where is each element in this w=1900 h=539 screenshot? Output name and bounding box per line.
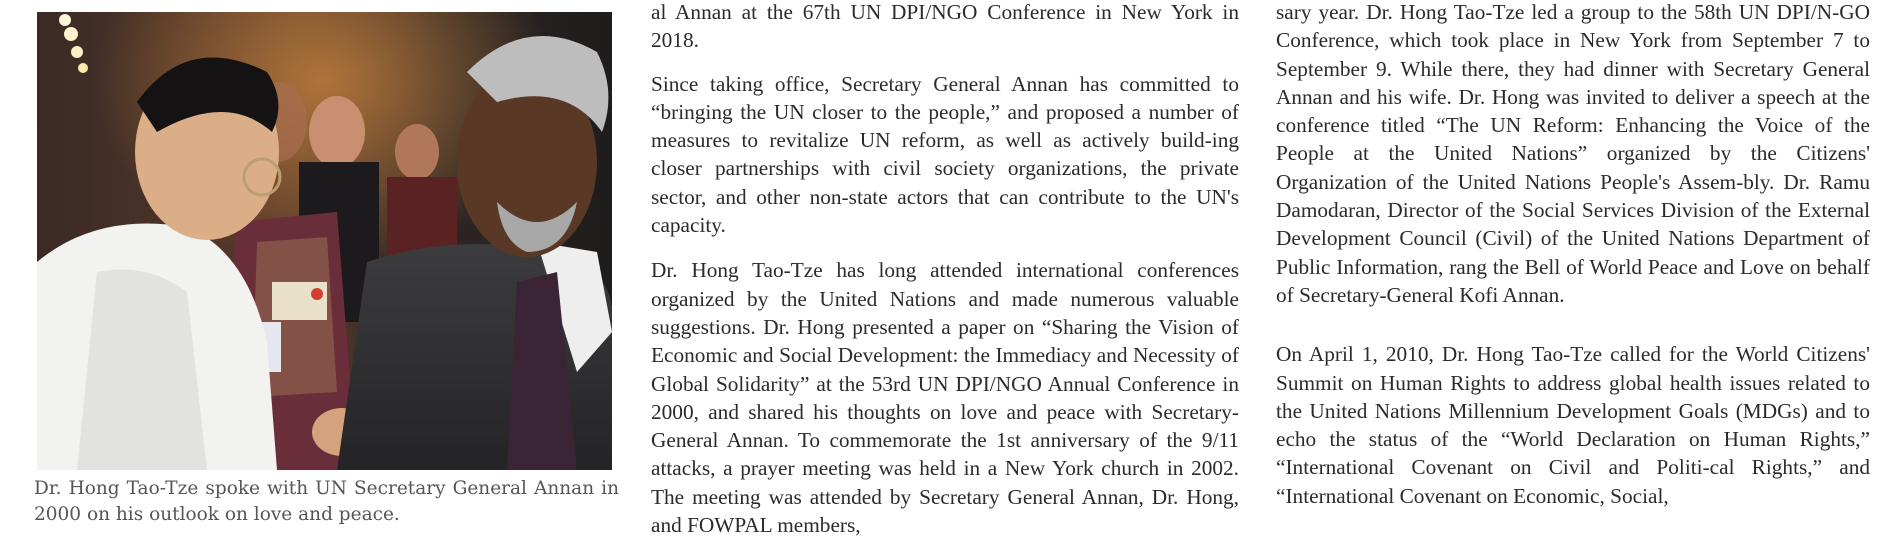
text-column-middle [651, 0, 1239, 539]
paragraph: On April 1, 2010, Dr. Hong Tao-Tze called for the World Citizens' Summit on Human Rights to address global health issues related to the United Nations Millennium Development Goals (MDGs) and to echo the status of the “World Declaration on Human Rights,” “International Covenant on Civil and Politi-cal Rights,” and “International Covenant on Economic, Social, [1276, 342, 1870, 508]
photo [37, 12, 612, 470]
paragraph: al Annan at the 67th UN DPI/NGO Conference in New York in 2018. [651, 0, 1239, 53]
paragraph: Dr. Hong Tao-Tze has long attended international conferences organized by the United Nations and made numerous valuable suggestions. Dr. Hong presented a paper on “Sharing the Vision of Economic and Social Development: the Immediacy and Necessity of Global Solidarity” at the 53rd UN DPI/NGO Annual Conference in 2000, and shared his thoughts on love and peace with Secretary-General Annan. To commemorate the 1st anniversary of the 9/11 attacks, a prayer meeting was held in a New York church in 2002. The meeting was attended by Secretary General Annan, Dr. Hong, and FOWPAL members, [651, 258, 1239, 538]
paragraph: sary year. Dr. Hong Tao-Tze led a group to the 58th UN DPI/N-GO Conference, which took place in New York from September 7 to September 9. While there, they had dinner with Secretary General Annan and his wife. Dr. Hong was invited to deliver a speech at the conference titled “The UN Reform: Enhancing the Voice of the People at the United Nations” organized by the Citizens' Organization of the United Nations People's Assem-bly. Dr. Ramu Damodaran, Director of the Social Services Division of the External Development Council (Civil) of the United Nations Department of Public Information, rang the Bell of World Peace and Love on behalf of Secretary-General Kofi Annan. [1276, 0, 1870, 307]
photo-image [37, 12, 612, 470]
text-column-right [1276, 0, 1870, 510]
paragraph: Since taking office, Secretary General Annan has committed to “bringing the UN closer to the people,” and proposed a number of measures to revitalize UN reform, as well as actively build-ing closer partnerships with civil society organizations, the private sector, and other non-state actors that can contribute to the UN's capacity. [651, 71, 1239, 238]
photo-caption: Dr. Hong Tao-Tze spoke with UN Secretary General Annan in 2000 on his outlook on love and peace. [34, 478, 619, 525]
